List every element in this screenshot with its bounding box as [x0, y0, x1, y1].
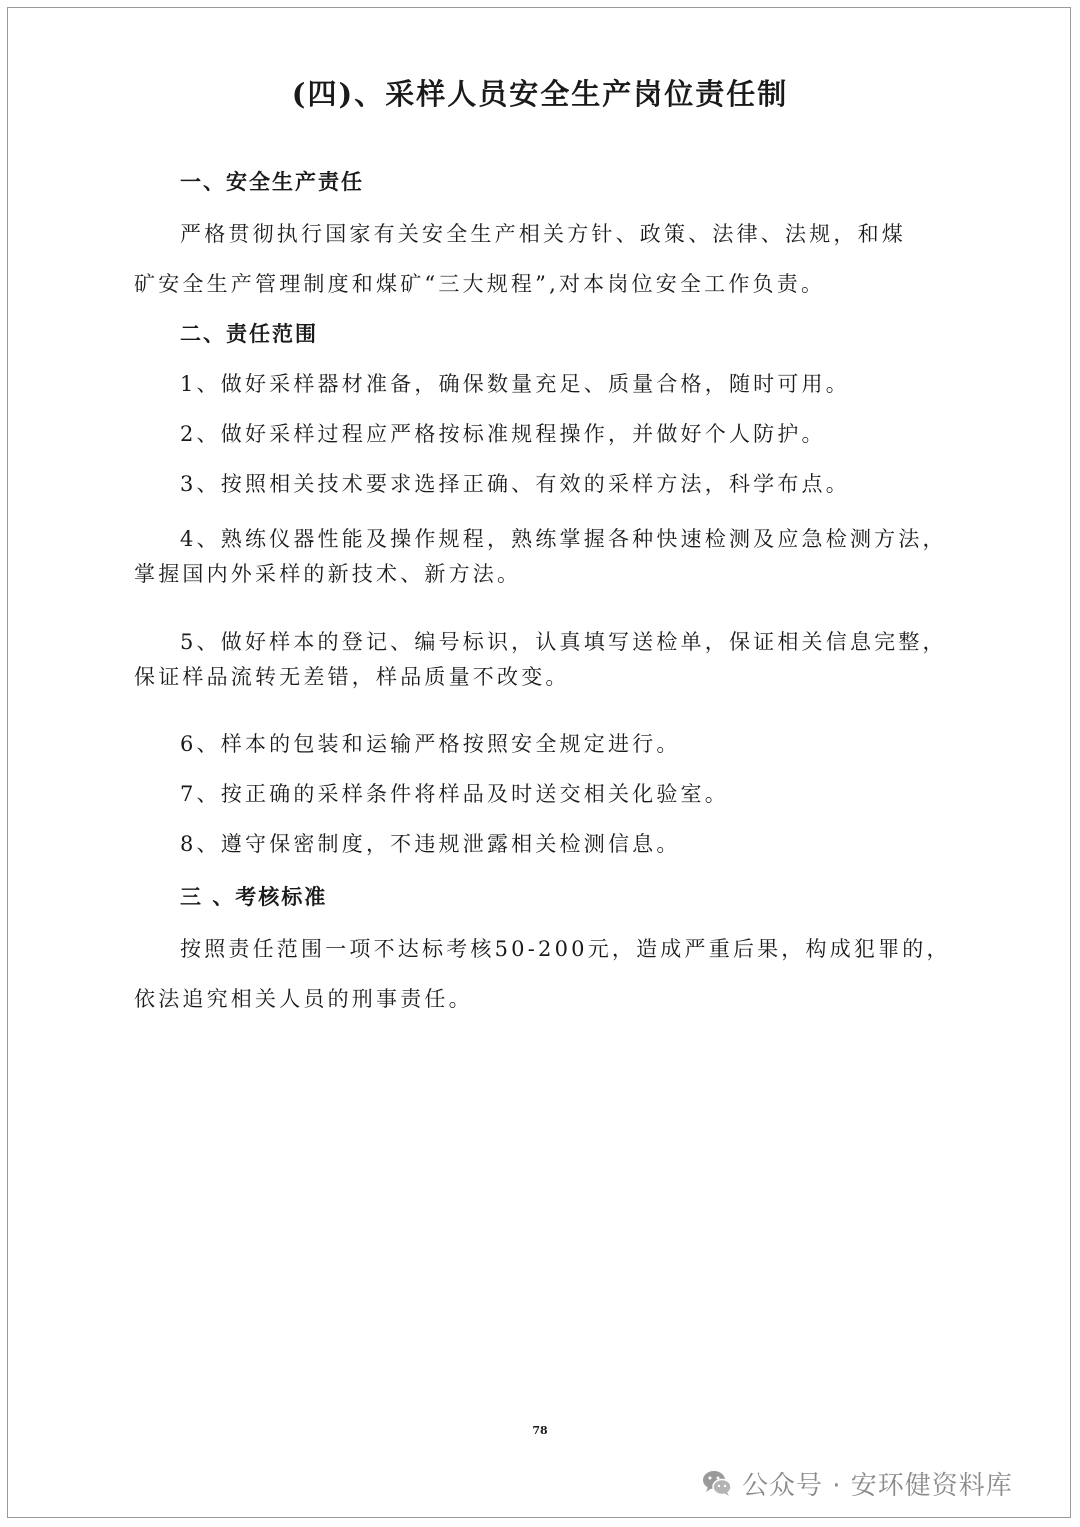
section-heading-3: 三 、考核标准: [180, 884, 328, 909]
page-number: 78: [532, 1424, 548, 1437]
list-item-6: 6、样本的包装和运输严格按照安全规定进行。: [180, 732, 681, 756]
list-item-5-line-2: 保证样品流转无差错，样品质量不改变。: [134, 665, 570, 689]
list-item-2: 2、做好采样过程应严格按标准规程操作，并做好个人防护。: [180, 422, 826, 446]
section-1-paragraph-line-2: 矿安全生产管理制度和煤矿“三大规程”,对本岗位安全工作负责。: [134, 272, 826, 296]
list-item-4-line-1: 4、熟练仪器性能及操作规程，熟练掌握各种快速检测及应急检测方法，: [180, 527, 947, 551]
list-item-3: 3、按照相关技术要求选择正确、有效的采样方法，科学布点。: [180, 472, 850, 496]
list-item-8: 8、遵守保密制度，不违规泄露相关检测信息。: [180, 832, 681, 856]
section-heading-2: 二、责任范围: [180, 321, 318, 346]
wechat-icon: [702, 1469, 732, 1497]
list-item-1: 1、做好采样器材准备，确保数量充足、质量合格，随时可用。: [180, 372, 850, 396]
section-3-paragraph-line-1: 按照责任范围一项不达标考核50-200元，造成严重后果，构成犯罪的，: [180, 937, 951, 961]
section-1-paragraph-line-1: 严格贯彻执行国家有关安全生产相关方针、政策、法律、法规，和煤: [180, 222, 906, 246]
list-item-5-line-1: 5、做好样本的登记、编号标识，认真填写送检单，保证相关信息完整，: [180, 630, 947, 654]
list-item-7: 7、按正确的采样条件将样品及时送交相关化验室。: [180, 782, 729, 806]
watermark-text: 公众号 · 安环健资料库: [742, 1470, 1013, 1501]
watermark: [702, 1461, 1013, 1505]
list-item-4-line-2: 掌握国内外采样的新技术、新方法。: [134, 562, 522, 586]
document-title: (四)、采样人员安全生产岗位责任制: [291, 77, 789, 111]
section-heading-1: 一、安全生产责任: [180, 169, 364, 194]
section-3-paragraph-line-2: 依法追究相关人员的刑事责任。: [134, 987, 473, 1011]
